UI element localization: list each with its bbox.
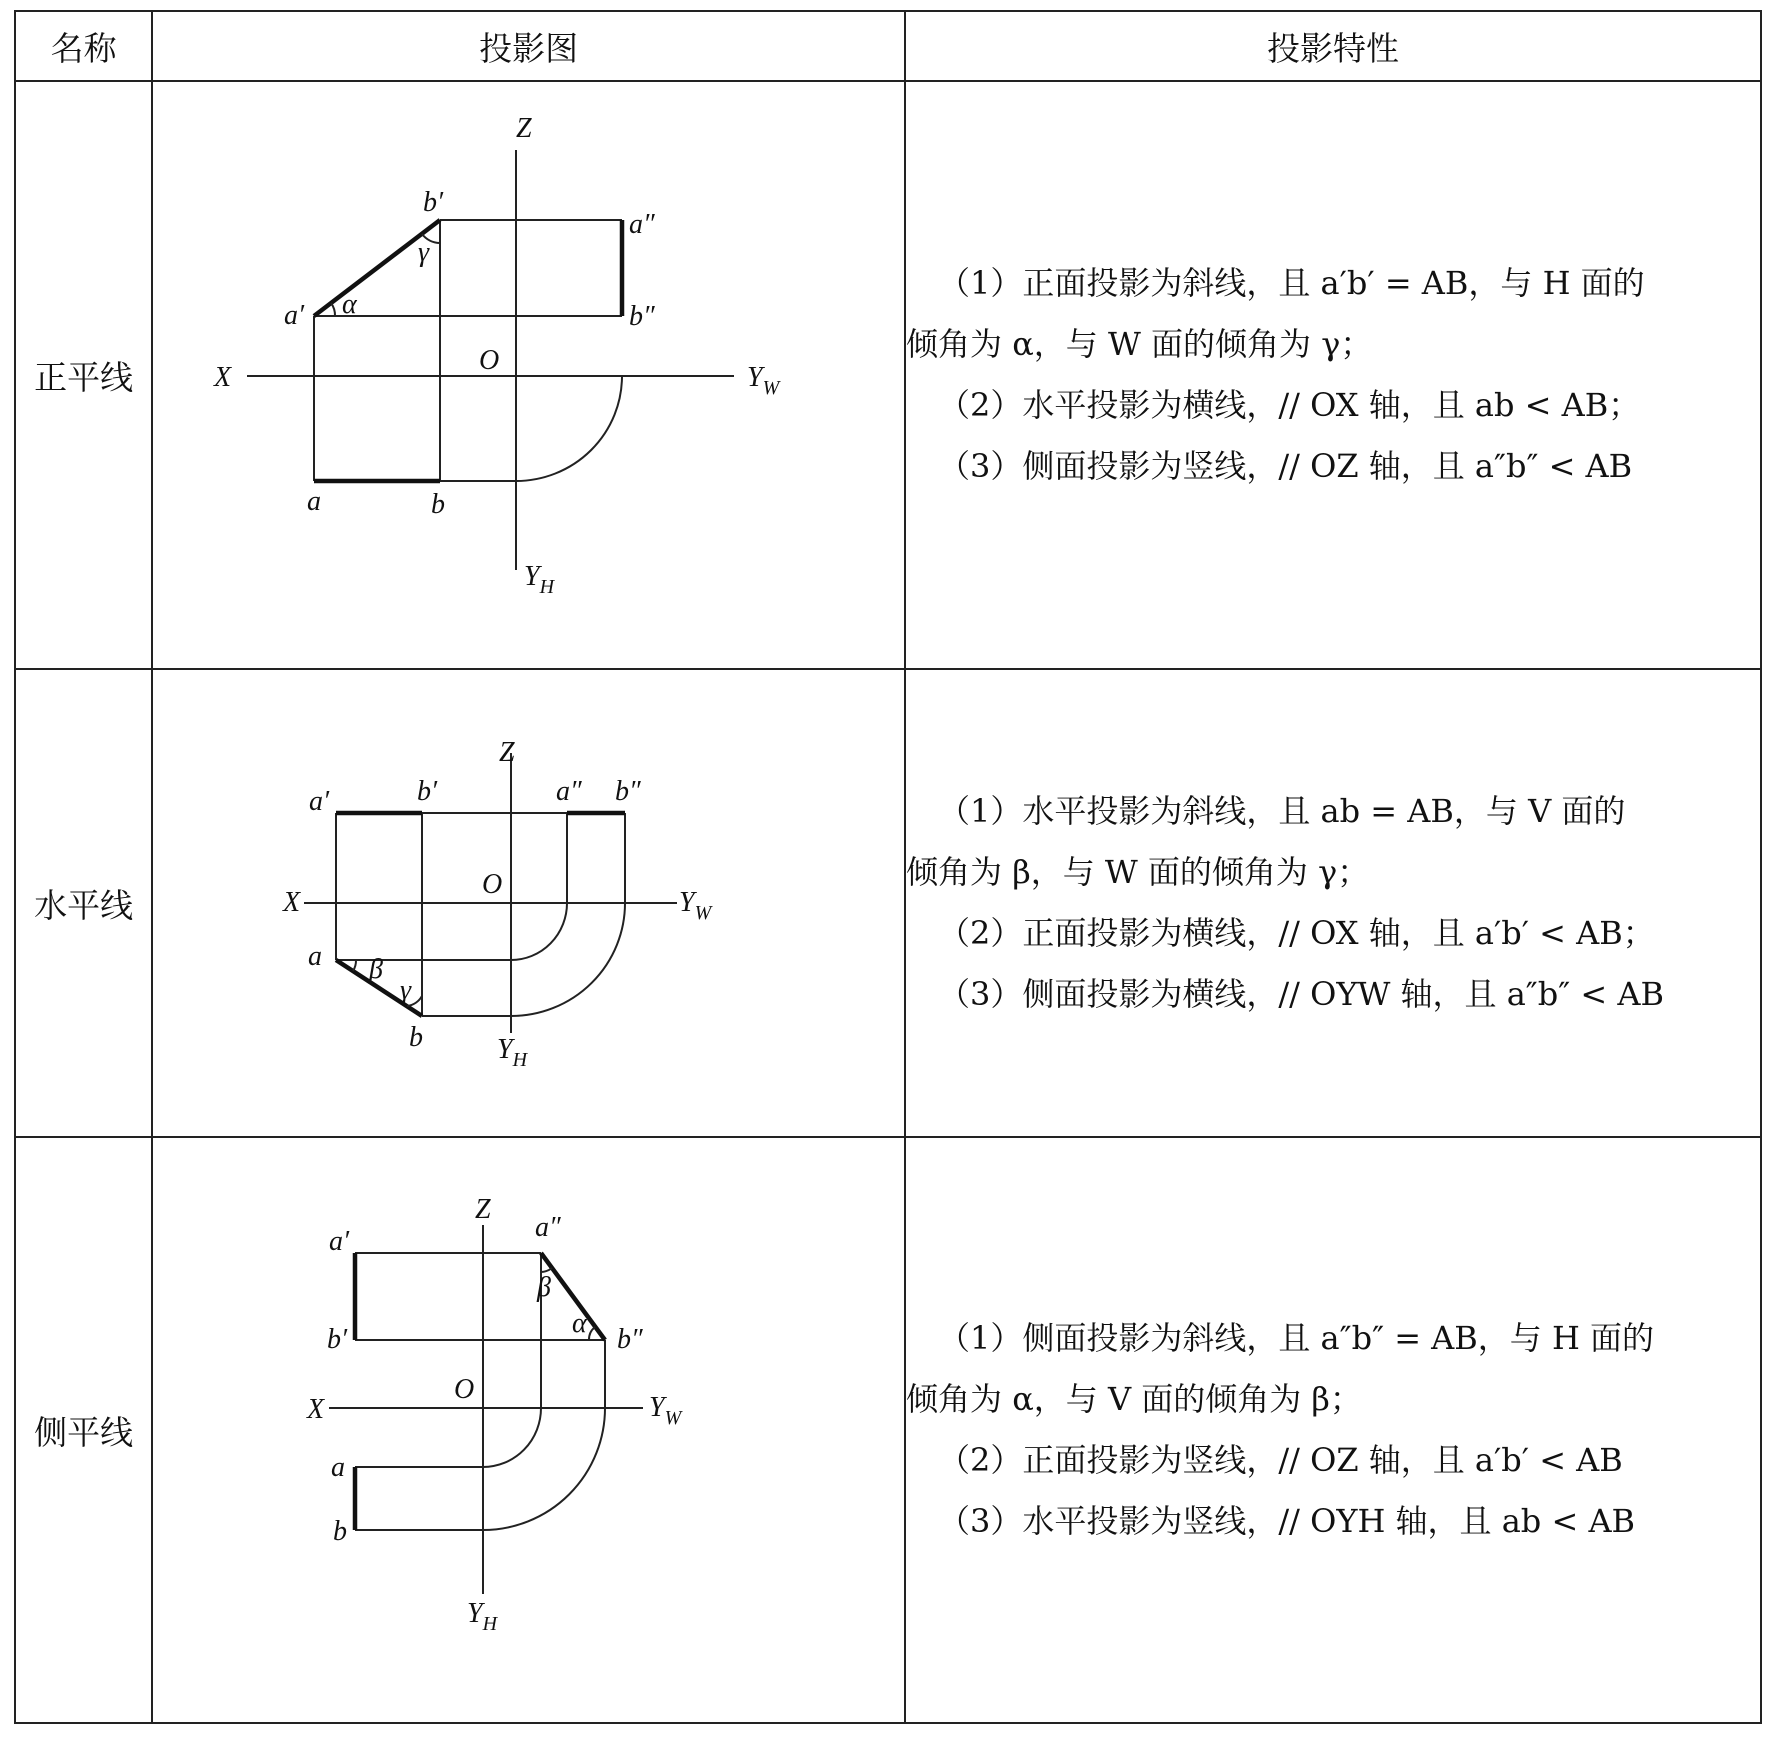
property-line: （2）正面投影为竖线，// OZ 轴，且 a′b′ < AB [938, 1441, 1623, 1479]
label-x: X [282, 887, 300, 918]
angle-arc-alpha [331, 303, 335, 316]
label-yh: $Y_H$ [523, 561, 554, 598]
label-a-prime: a′ [328, 1226, 349, 1257]
label-z: Z [498, 737, 515, 768]
header-figure: 投影图 [152, 11, 905, 81]
label-a: a [307, 941, 322, 972]
projection-diagram-horizontal [159, 678, 899, 1128]
table-row [15, 1137, 1761, 1723]
angle-arc-alpha [589, 1327, 595, 1340]
property-line: 倾角为 β，与 W 面的倾角为 γ； [906, 853, 1370, 891]
label-b-double: b″ [628, 301, 655, 332]
label-x: X [213, 362, 231, 393]
property-line: 倾角为 α，与 W 面的倾角为 γ； [906, 325, 1373, 363]
projection-diagram-profile [159, 1150, 899, 1710]
table-row [15, 81, 1761, 669]
label-a-prime: a′ [308, 786, 329, 817]
label-b: b [430, 489, 445, 520]
label-origin: O [453, 1374, 474, 1405]
projection-figure [152, 1137, 905, 1723]
transfer-arc [483, 1408, 605, 1530]
label-angle-beta: β [368, 954, 383, 985]
projection-figure [152, 669, 905, 1137]
property-line: （2）正面投影为横线，// OX 轴，且 a′b′ < AB； [938, 914, 1655, 952]
angle-arc-beta [353, 960, 356, 971]
label-a: a [330, 1452, 345, 1483]
projection-table [14, 10, 1762, 1724]
transfer-arc [516, 376, 622, 481]
label-b-prime: b′ [326, 1324, 347, 1355]
label-b-double: b″ [614, 776, 641, 807]
label-angle-gamma: γ [399, 975, 411, 1006]
label-origin: O [481, 869, 502, 900]
label-a-double: a″ [534, 1212, 561, 1243]
label-yh: $Y_H$ [496, 1034, 527, 1071]
projection-diagram-frontal [159, 95, 899, 655]
label-yh: $Y_H$ [466, 1598, 497, 1635]
header-row [15, 11, 1761, 81]
label-b-prime: b′ [416, 776, 437, 807]
label-yw: $Y_W$ [746, 362, 779, 399]
label-angle-alpha: α [571, 1308, 587, 1339]
label-a-prime: a′ [283, 300, 304, 331]
transfer-arc [511, 903, 625, 1016]
header-properties: 投影特性 [905, 11, 1761, 81]
property-line: （1）侧面投影为斜线，且 a″b″ = AB，与 H 面的 [938, 1319, 1655, 1357]
label-z: Z [515, 113, 532, 144]
label-a-double: a″ [628, 209, 655, 240]
label-yw: $Y_W$ [678, 887, 711, 924]
label-b-prime: b′ [422, 187, 443, 218]
property-text [905, 669, 1761, 1137]
transfer-arc [511, 903, 567, 960]
label-angle-beta: β [536, 1272, 551, 1303]
label-b-double: b″ [616, 1324, 643, 1355]
row-name: 正平线 [15, 81, 152, 669]
row-name: 侧平线 [15, 1137, 152, 1723]
front-projection-line [314, 220, 440, 316]
projection-figure [152, 81, 905, 669]
label-angle-alpha: α [341, 289, 357, 320]
property-line: （3）侧面投影为竖线，// OZ 轴，且 a″b″ < AB [938, 447, 1633, 485]
property-line: （3）侧面投影为横线，// OYW 轴，且 a″b″ < AB [938, 975, 1664, 1013]
property-text [905, 81, 1761, 669]
property-line: （2）水平投影为横线，// OX 轴，且 ab < AB； [938, 386, 1641, 424]
table-row [15, 669, 1761, 1137]
property-line: （1）水平投影为斜线，且 ab = AB，与 V 面的 [938, 792, 1626, 830]
header-name: 名称 [15, 11, 152, 81]
label-origin: O [478, 345, 499, 376]
label-b: b [408, 1022, 423, 1053]
label-a: a [306, 486, 321, 517]
transfer-arc [483, 1408, 541, 1467]
property-line: 倾角为 α，与 V 面的倾角为 β； [906, 1380, 1362, 1418]
label-a-double: a″ [555, 776, 582, 807]
property-line: （1）正面投影为斜线，且 a′b′ = AB，与 H 面的 [938, 264, 1645, 302]
property-line: （3）水平投影为竖线，// OYH 轴，且 ab < AB [938, 1502, 1636, 1540]
label-angle-gamma: γ [417, 237, 429, 268]
row-name: 水平线 [15, 669, 152, 1137]
label-yw: $Y_W$ [648, 1392, 681, 1429]
property-text [905, 1137, 1761, 1723]
label-z: Z [474, 1194, 491, 1225]
label-b: b [332, 1516, 347, 1547]
label-x: X [306, 1394, 324, 1425]
